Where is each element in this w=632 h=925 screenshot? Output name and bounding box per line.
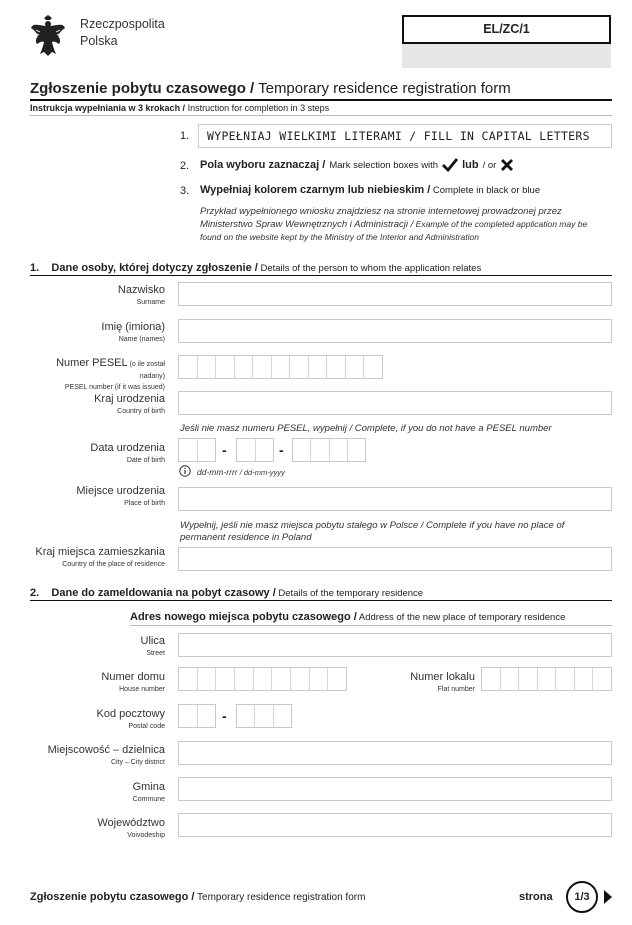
no-residence-note: [180, 520, 612, 544]
form-title-pl: Zgłoszenie pobytu czasowego /: [30, 80, 255, 97]
postal-code-label: [30, 708, 165, 730]
names-label-en: Name (names): [118, 336, 165, 343]
no-pesel-note: [180, 423, 552, 435]
birth-country-label-pl: Kraj urodzenia: [94, 393, 165, 405]
city-label-pl: Miejscowość – dzielnica: [47, 744, 165, 756]
voivodeship-input[interactable]: [178, 813, 612, 837]
birth-day-input[interactable]: [178, 438, 216, 462]
title-divider: [30, 99, 612, 101]
flat-number-label: [380, 671, 475, 693]
date-separator-2: -: [279, 442, 284, 458]
section2-title-en: Details of the temporary residence: [275, 588, 424, 599]
postal-code-label-pl: Kod pocztowy: [96, 708, 165, 720]
city-input[interactable]: [178, 741, 612, 765]
form-code: EL/ZC/1: [402, 15, 611, 44]
birth-date-label-pl: Data urodzenia: [90, 442, 165, 454]
birth-place-label-pl: Miejsce urodzenia: [76, 485, 165, 497]
pesel-label-pl-note: (o ile został nadany): [127, 361, 165, 380]
footer-title-pl: Zgłoszenie pobytu czasowego /: [30, 891, 195, 903]
pesel-input[interactable]: [178, 355, 383, 379]
names-input[interactable]: [178, 319, 612, 343]
footer-title-en: Temporary residence registration form: [194, 892, 366, 903]
residence-country-input[interactable]: [178, 547, 612, 571]
no-pesel-note-en: Complete, if you do not have a PESEL number: [352, 423, 552, 434]
pesel-label-pl: Numer PESEL: [56, 357, 128, 369]
date-format-hint: [197, 466, 285, 479]
address-subheading-divider: [130, 625, 612, 626]
section1-title-pl: Dane osoby, której dotyczy zgłoszenie /: [51, 262, 258, 274]
street-input[interactable]: [178, 633, 612, 657]
names-label-pl: Imię (imiona): [101, 321, 165, 333]
pesel-label-pl-wrap: [30, 357, 165, 381]
step1-capitals-example: WYPEŁNIAJ WIELKIMI LITERAMI / FILL IN CAPITAL LETTERS: [198, 124, 612, 148]
voivodeship-label-en: Voivodeship: [127, 832, 165, 839]
step2-number: 2.: [180, 160, 190, 172]
form-code-shade: [402, 44, 611, 68]
street-label-en: Street: [146, 650, 165, 657]
birth-date-label-en: Date of birth: [126, 457, 165, 464]
step2-or: / or: [482, 159, 497, 171]
address-subheading: [130, 611, 565, 623]
birth-place-label-en: Place of birth: [124, 500, 165, 507]
country-line2: Polska: [80, 34, 118, 48]
instructions-heading: [30, 103, 329, 113]
instructions-divider: [30, 115, 612, 116]
residence-country-label-pl: Kraj miejsca zamieszkania: [35, 546, 165, 558]
postal-code-part1-input[interactable]: [178, 704, 216, 728]
section2-title-pl: Dane do zameldowania na pobyt czasowy /: [51, 587, 276, 599]
street-label-pl: Ulica: [140, 635, 165, 647]
residence-country-label: [30, 546, 165, 568]
flat-number-label-pl: Numer lokalu: [410, 671, 475, 683]
commune-label: [30, 781, 165, 803]
city-label-en: City – City district: [110, 759, 165, 766]
country-name: [80, 16, 165, 50]
birth-month-input[interactable]: [236, 438, 274, 462]
surname-label-en: Surname: [136, 299, 165, 306]
birth-date-label: [30, 442, 165, 464]
surname-label-pl: Nazwisko: [117, 284, 165, 296]
street-label: [30, 635, 165, 657]
page-number: 1/3: [566, 881, 598, 913]
country-line1: Rzeczpospolita: [80, 17, 165, 31]
section1-heading: [30, 262, 481, 274]
section2-number: 2.: [30, 587, 40, 599]
birth-country-label: [30, 393, 165, 415]
page-label: strona: [519, 891, 553, 903]
section2-heading: [30, 587, 423, 599]
section1-title-en: Details of the person to whom the application relates: [257, 263, 482, 274]
info-icon: [179, 465, 191, 477]
date-format-en: / dd-mm-yyyy: [237, 468, 285, 477]
cross-mark-icon: [500, 158, 514, 172]
step3-text-pl: Wypełniaj kolorem czarnym lub niebieskim /: [200, 184, 431, 196]
postal-code-label-en: Postal code: [128, 723, 165, 730]
birth-country-input[interactable]: [178, 391, 612, 415]
step2-lub: lub: [462, 159, 479, 171]
instructions-heading-pl: Instrukcja wypełniania w 3 krokach /: [30, 103, 186, 113]
no-residence-note-pl: Wypełnij, jeśli nie masz miejsca pobytu stałego w Polsce /: [180, 520, 424, 531]
postal-code-part2-input[interactable]: [236, 704, 292, 728]
example-note: [200, 206, 610, 244]
step3-text-en: Complete in black or blue: [430, 185, 541, 196]
commune-label-en: Commune: [132, 796, 165, 803]
voivodeship-label-pl: Województwo: [97, 817, 165, 829]
step2-text-en: Mark selection boxes with: [329, 159, 439, 171]
section2-divider: [30, 600, 612, 601]
voivodeship-label: [30, 817, 165, 839]
example-note-en: Example of the completed application may be found on the website kept by the Ministry of the Interior and Administration: [200, 219, 588, 242]
city-label: [30, 744, 165, 766]
residence-country-label-en: Country of the place of residence: [62, 561, 165, 568]
no-pesel-note-pl: Jeśli nie masz numeru PESEL, wypełnij /: [180, 423, 353, 434]
address-subheading-pl: Adres nowego miejsca pobytu czasowego /: [130, 611, 357, 623]
date-separator-1: -: [222, 442, 227, 458]
commune-label-pl: Gmina: [132, 781, 165, 793]
house-number-label-en: House number: [119, 686, 165, 693]
footer-title: [30, 891, 365, 903]
house-number-label-pl: Numer domu: [101, 671, 165, 683]
form-title-en: Temporary residence registration form: [254, 80, 511, 97]
pesel-label-en: PESEL number (if it was issued): [64, 384, 165, 391]
birth-place-input[interactable]: [178, 487, 612, 511]
flat-number-label-en: Flat number: [437, 686, 475, 693]
house-number-label: [30, 671, 165, 693]
commune-input[interactable]: [178, 777, 612, 801]
next-page-arrow-icon[interactable]: [604, 890, 612, 904]
names-label: [30, 321, 165, 343]
checkmark-icon: [442, 158, 458, 172]
pesel-label: [30, 357, 165, 391]
postal-code-separator: -: [222, 708, 227, 724]
step2-text: [200, 158, 514, 172]
address-subheading-en: Address of the new place of temporary residence: [356, 612, 566, 623]
step2-text-pl: Pola wyboru zaznaczaj /: [200, 159, 326, 171]
step1-number: 1.: [180, 130, 190, 142]
example-note-pl: Przykład wypełnionego wniosku znajdziesz na stronie internetowej prowadzonej przez Ministerstwo Spraw Wewnętrznych i Administracji /: [200, 206, 562, 230]
section1-divider: [30, 275, 612, 276]
step3-text: [200, 184, 540, 196]
surname-input[interactable]: [178, 282, 612, 306]
polish-eagle-icon: [30, 14, 66, 58]
date-format-pl: dd-mm-rrrr: [197, 467, 238, 477]
instructions-heading-en: Instruction for completion in 3 steps: [185, 103, 330, 113]
step3-number: 3.: [180, 185, 190, 197]
flat-number-input[interactable]: [481, 667, 612, 691]
form-title: [30, 80, 511, 97]
no-residence-note-en: Complete if you have no place of permanent residence in Poland: [180, 520, 565, 543]
birth-country-label-en: Country of birth: [117, 408, 165, 415]
house-number-input[interactable]: [178, 667, 347, 691]
birth-year-input[interactable]: [292, 438, 366, 462]
section1-number: 1.: [30, 262, 40, 274]
birth-place-label: [30, 485, 165, 507]
surname-label: [30, 284, 165, 306]
